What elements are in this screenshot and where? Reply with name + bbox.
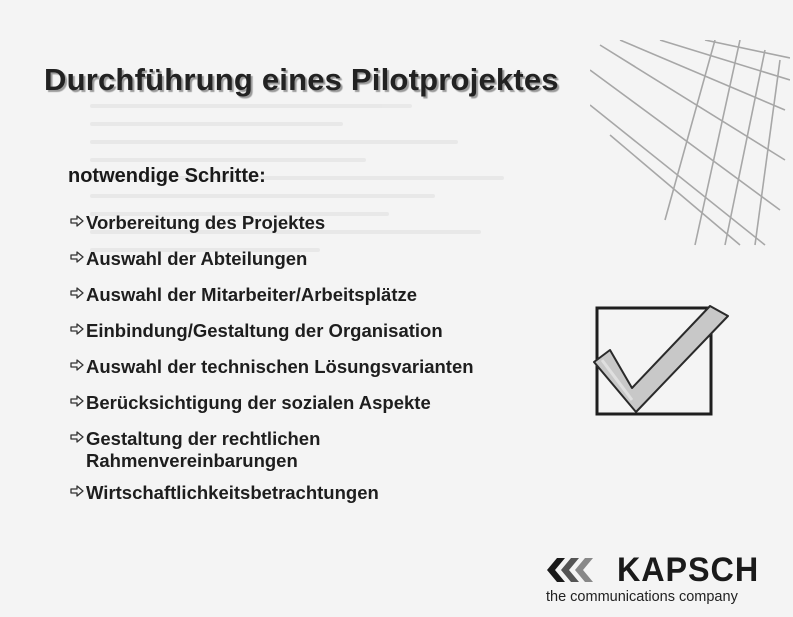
page-title: Durchführung eines Pilotprojektes	[44, 62, 559, 97]
list-item	[70, 392, 570, 414]
list-item	[70, 284, 570, 306]
steps-list	[70, 212, 570, 518]
step-text: Wirtschaftlichkeitsbetrachtungen	[86, 482, 379, 503]
arrow-outline-icon	[70, 484, 84, 498]
arrow-outline-icon	[70, 214, 84, 228]
step-text: Einbindung/Gestaltung der Organisation	[86, 320, 443, 341]
step-text: Gestaltung der rechtlichen Rahmenvereinbarungen	[86, 428, 321, 471]
list-item	[70, 482, 570, 504]
kapsch-chevron-logo-icon	[545, 556, 605, 584]
list-item	[70, 248, 570, 270]
brand-tagline: the communications company	[546, 589, 738, 605]
section-subtitle: notwendige Schritte:	[68, 165, 266, 187]
list-item	[70, 212, 570, 234]
step-text: Berücksichtigung der sozialen Aspekte	[86, 392, 431, 413]
arrow-outline-icon	[70, 286, 84, 300]
checkmark-in-box-icon	[592, 300, 732, 420]
brand-name: KAPSCH	[617, 551, 760, 589]
arrow-outline-icon	[70, 250, 84, 264]
arrow-outline-icon	[70, 430, 84, 444]
list-item	[70, 320, 570, 342]
step-text: Auswahl der Mitarbeiter/Arbeitsplätze	[86, 284, 418, 305]
kapsch-logo	[545, 548, 770, 610]
light-rays-graphic	[590, 40, 790, 250]
list-item	[70, 356, 570, 378]
step-text: Auswahl der Abteilungen	[86, 248, 308, 269]
list-item	[70, 428, 570, 472]
step-text: Vorbereitung des Projektes	[86, 212, 326, 233]
arrow-outline-icon	[70, 322, 84, 336]
step-text: Auswahl der technischen Lösungsvarianten	[86, 356, 474, 377]
arrow-outline-icon	[70, 394, 84, 408]
arrow-outline-icon	[70, 358, 84, 372]
